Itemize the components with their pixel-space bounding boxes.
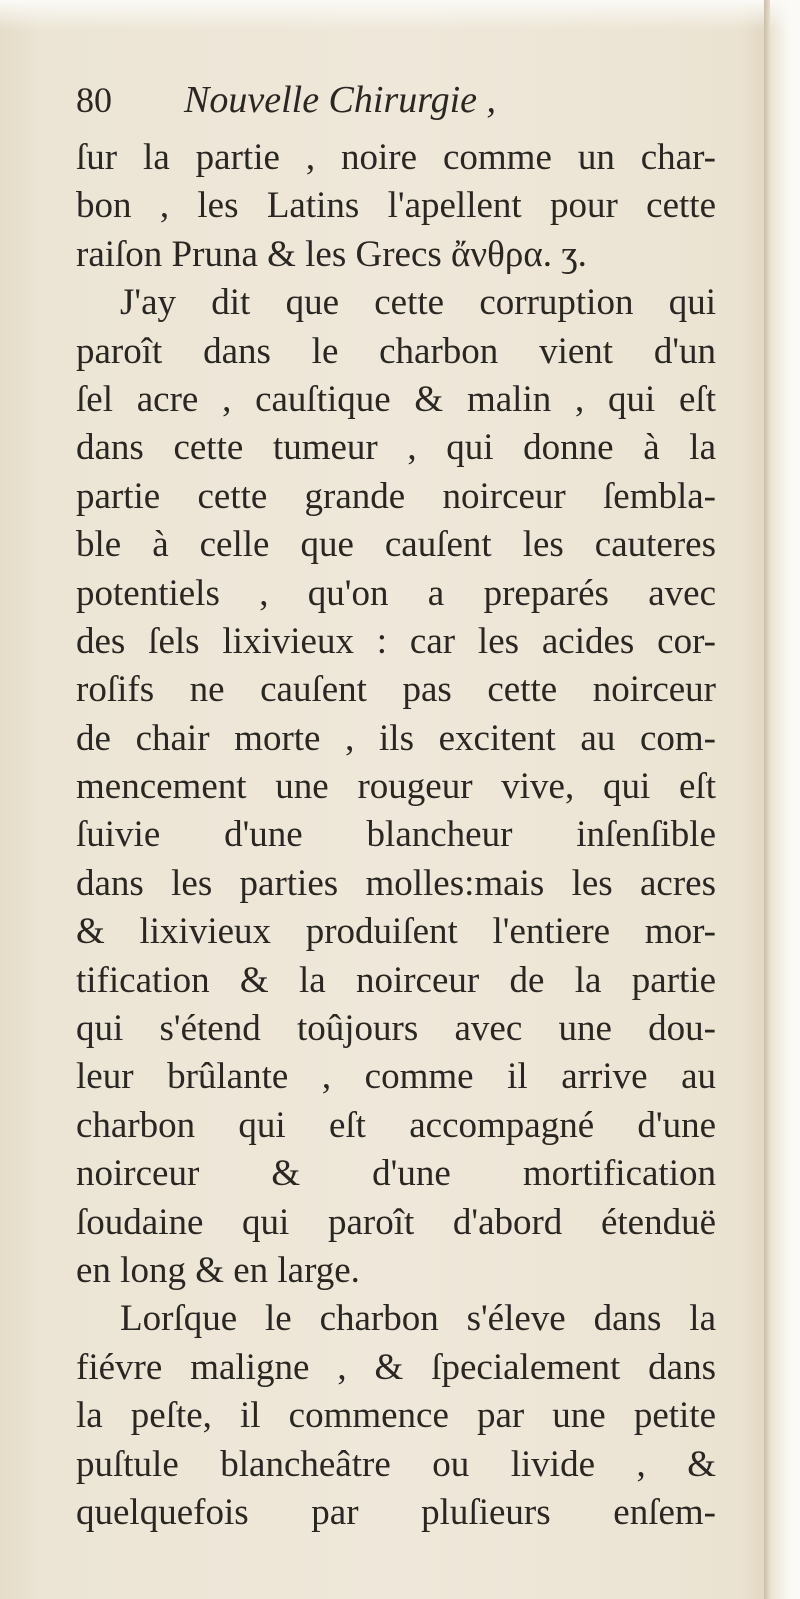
text-line: ſur la partie , noire comme un char- bbox=[76, 137, 716, 178]
paragraph-start-line: Lorſque le charbon s'éleve dans la bbox=[120, 1298, 716, 1340]
text-line: paroît dans le charbon vient d'un bbox=[76, 330, 716, 372]
page-gutter-edge bbox=[764, 0, 770, 1599]
text-line: de chair morte , ils excitent au com- bbox=[76, 717, 716, 759]
paragraph-start-line: J'ay dit que cette corruption qui bbox=[120, 282, 716, 324]
text-line: & lixivieux produiſent l'entiere mor- bbox=[76, 911, 716, 953]
text-line: ble à celle que cauſent les cauteres bbox=[76, 524, 716, 566]
text-line: raiſon Pruna & les Grecs ἄνθρα. ʒ. bbox=[76, 233, 587, 275]
text-line: tification & la noirceur de la partie bbox=[76, 959, 716, 1001]
running-title: Nouvelle Chirurgie , bbox=[184, 79, 497, 121]
text-line: ſoudaine qui paroît d'abord étenduë bbox=[76, 1201, 716, 1243]
text-line: roſifs ne cauſent pas cette noirceur bbox=[76, 669, 716, 711]
text-line: mencement une rougeur vive, qui eſt bbox=[76, 766, 716, 808]
text-line: quelquefois par pluſieurs enſem- bbox=[76, 1491, 716, 1533]
text-line: la peſte, il commence par une petite bbox=[76, 1395, 716, 1437]
text-line: puſtule blancheâtre ou livide , & bbox=[76, 1443, 716, 1485]
page-number: 80 bbox=[76, 80, 112, 120]
text-line: dans cette tumeur , qui donne à la bbox=[76, 427, 716, 469]
text-line: bon , les Latins l'apellent pour cette bbox=[76, 185, 716, 227]
text-line: ſuivie d'une blancheur inſenſible bbox=[76, 814, 716, 856]
text-line: qui s'étend toûjours avec une dou- bbox=[76, 1008, 716, 1050]
text-line: dans les parties molles:mais les acres bbox=[76, 862, 716, 904]
text-line: en long & en large. bbox=[76, 1249, 360, 1291]
running-header bbox=[76, 66, 716, 134]
text-line: leur brûlante , comme il arrive au bbox=[76, 1056, 716, 1098]
text-line: partie cette grande noirceur ſembla- bbox=[76, 475, 716, 517]
text-line: charbon qui eſt accompagné d'une bbox=[76, 1104, 716, 1146]
text-line: potentiels , qu'on a preparés avec bbox=[76, 572, 716, 614]
text-line: noirceur & d'une mortification bbox=[76, 1153, 716, 1195]
page-text-block bbox=[76, 66, 716, 1537]
page-top-shadow bbox=[0, 0, 800, 30]
text-line: fiévre maligne , & ſpecialement dans bbox=[76, 1346, 716, 1388]
text-line: des ſels lixivieux : car les acides cor- bbox=[76, 620, 716, 662]
text-line: ſel acre , cauſtique & malin , qui eſt bbox=[76, 378, 716, 420]
